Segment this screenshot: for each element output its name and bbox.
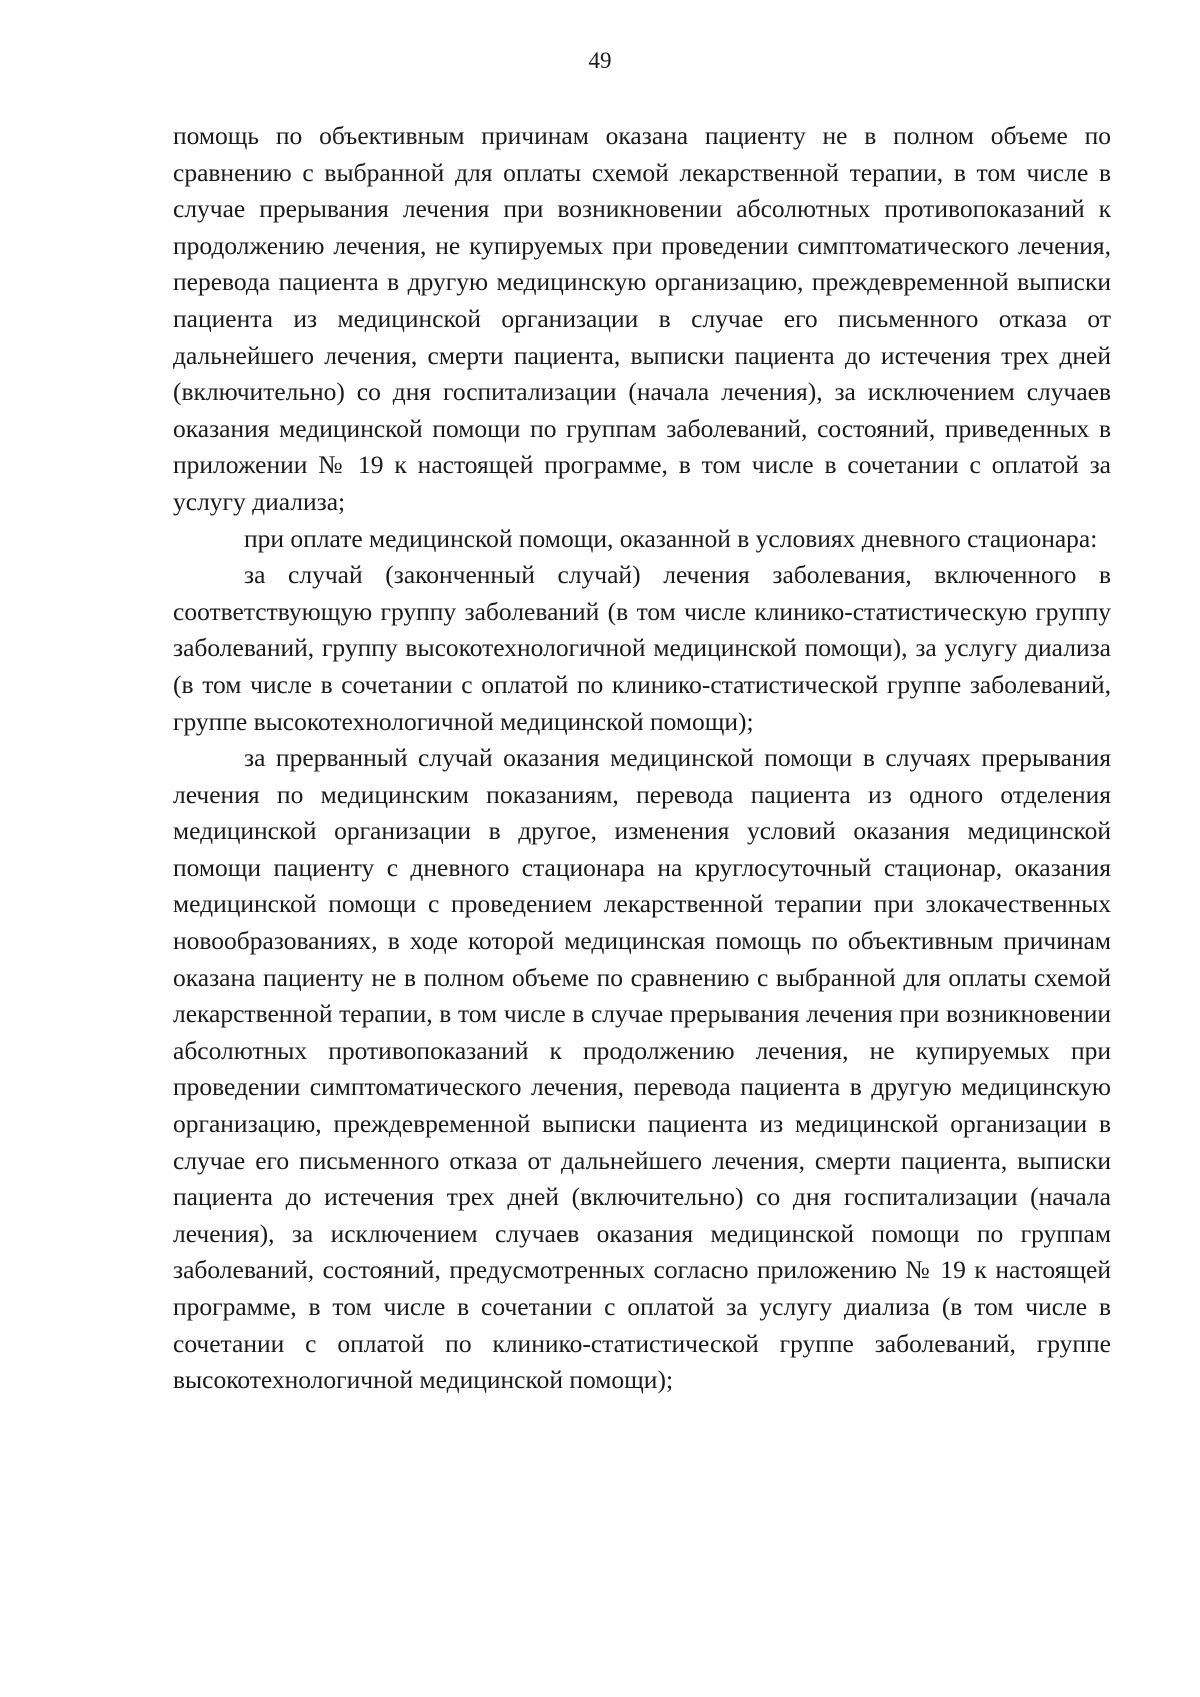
document-body [173,118,1111,1399]
paragraph-day-hospital-payment: при оплате медицинской помощи, оказанной в условиях дневного стационара: [244,523,1098,553]
page-number: 49 [588,48,612,73]
paragraph-continuation: помощь по объективным причинам оказана пациенту не в полном объеме по сравнению с выбранной для оплаты схемой лекарственной терапии, в том числе в случае прерывания лечения при возникновении абсолютных противопоказаний к продолжению лечения, не купируемых при проведении симптоматического лечения, перевода пациента в другую медицинскую организацию, преждевременной выписки пациента из медицинской организации в случае его письменного отказа от дальнейшего лечения, смерти пациента, выписки пациента до истечения трех дней (включительно) со дня госпитализации (начала лечения), за исключением случаев оказания медицинской помощи по группам заболеваний, состояний, приведенных в приложении № 19 к настоящей программе, в том числе в сочетании с оплатой за услугу диализа; [173,121,1111,516]
paragraph-completed-case: за случай (законченный случай) лечения заболевания, включенного в соответствующую группу заболеваний (в том числе клинико-статистическую группу заболеваний, группу высокотехнологичной медицинской помощи), за услугу диализа (в том числе в сочетании с оплатой по клинико-статистической группе заболеваний, группе высокотехнологичной медицинской помощи); [173,560,1111,736]
paragraph-interrupted-case: за прерванный случай оказания медицинской помощи в случаях прерывания лечения по медицинским показаниям, перевода пациента из одного отделения медицинской организации в другое, изменения условий оказания медицинской помощи пациенту с дневного стационара на круглосуточный стационар, оказания медицинской помощи с проведением лекарственной терапии при злокачественных новообразованиях, в ходе которой медицинская помощь по объективным причинам оказана пациенту не в полном объеме по сравнению с выбранной для оплаты схемой лекарственной терапии, в том числе в случае прерывания лечения при возникновении абсолютных противопоказаний к продолжению лечения, не купируемых при проведении симптоматического лечения, перевода пациента в другую медицинскую организацию, преждевременной выписки пациента из медицинской организации в случае его письменного отказа от дальнейшего лечения, смерти пациента, выписки пациента до истечения трех дней (включительно) со дня госпитализации (начала лечения), за исключением случаев оказания медицинской помощи по группам заболеваний, состояний, предусмотренных согласно приложению № 19 к настоящей программе, в том числе в сочетании с оплатой за услугу диализа (в том числе в сочетании с оплатой по клинико-статистической группе заболеваний, группе высокотехнологичной медицинской помощи); [173,743,1111,1395]
